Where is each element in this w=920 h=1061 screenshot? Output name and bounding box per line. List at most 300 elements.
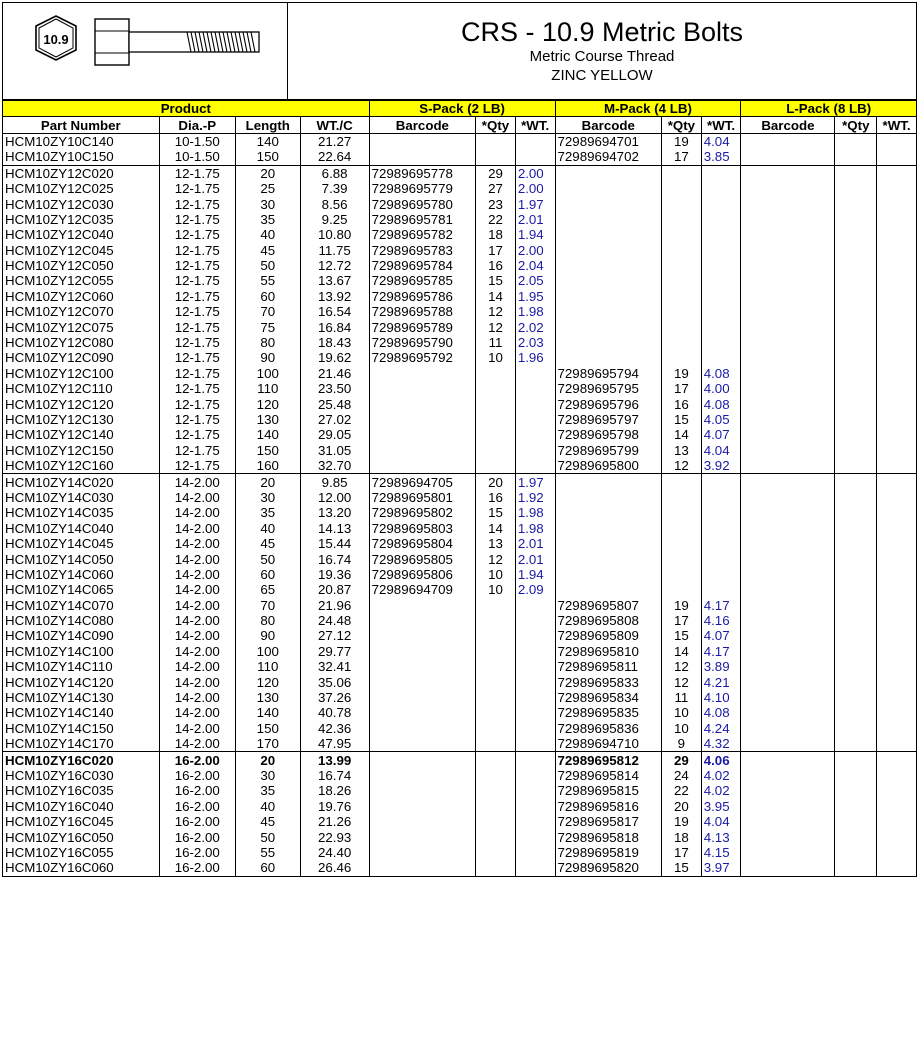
cell-part-number: HCM10ZY16C055 (3, 845, 160, 860)
cell-m-weight (701, 567, 741, 582)
cell-s-weight (515, 412, 555, 427)
cell-s-barcode: 72989695789 (369, 319, 476, 334)
cell-length: 90 (235, 628, 300, 643)
cell-part-number: HCM10ZY12C055 (3, 273, 160, 288)
cell-s-barcode: 72989695790 (369, 335, 476, 350)
cell-s-weight (515, 381, 555, 396)
cell-s-barcode (369, 149, 476, 165)
cell-length: 30 (235, 196, 300, 211)
cell-length: 40 (235, 799, 300, 814)
cell-dia-pitch: 12-1.75 (159, 427, 235, 442)
cell-m-qty: 11 (662, 690, 702, 705)
cell-l-barcode (741, 212, 835, 227)
cell-l-barcode (741, 443, 835, 458)
logo-cell (3, 3, 288, 99)
cell-part-number: HCM10ZY14C060 (3, 567, 160, 582)
cell-s-barcode: 72989695784 (369, 258, 476, 273)
cell-l-barcode (741, 644, 835, 659)
cell-l-barcode (741, 845, 835, 860)
cell-m-qty: 19 (662, 814, 702, 829)
cell-m-qty (662, 319, 702, 334)
cell-weight-per-c: 29.77 (300, 644, 369, 659)
table-row (3, 628, 917, 643)
cell-length: 65 (235, 582, 300, 597)
cell-dia-pitch: 10-1.50 (159, 133, 235, 149)
cell-l-barcode (741, 304, 835, 319)
cell-s-qty (476, 458, 516, 474)
cell-weight-per-c: 13.99 (300, 752, 369, 768)
cell-m-qty (662, 165, 702, 181)
cell-s-qty (476, 829, 516, 844)
cell-l-weight (877, 149, 917, 165)
cell-l-qty (835, 490, 877, 505)
cell-part-number: HCM10ZY12C120 (3, 396, 160, 411)
cell-s-weight (515, 736, 555, 752)
cell-s-barcode: 72989695782 (369, 227, 476, 242)
cell-length: 45 (235, 814, 300, 829)
column-header-s-weight: *WT. (515, 117, 555, 133)
cell-s-qty (476, 783, 516, 798)
cell-l-qty (835, 721, 877, 736)
cell-part-number: HCM10ZY12C150 (3, 443, 160, 458)
cell-s-qty (476, 133, 516, 149)
table-row (3, 366, 917, 381)
cell-m-weight: 4.13 (701, 829, 741, 844)
cell-m-barcode (555, 335, 662, 350)
cell-l-barcode (741, 752, 835, 768)
cell-dia-pitch: 14-2.00 (159, 690, 235, 705)
cell-s-qty (476, 149, 516, 165)
cell-dia-pitch: 12-1.75 (159, 212, 235, 227)
cell-l-qty (835, 659, 877, 674)
cell-s-barcode (369, 598, 476, 613)
cell-m-qty (662, 258, 702, 273)
cell-m-weight: 4.16 (701, 613, 741, 628)
cell-m-weight: 4.32 (701, 736, 741, 752)
cell-m-weight (701, 521, 741, 536)
table-row (3, 335, 917, 350)
cell-length: 30 (235, 490, 300, 505)
cell-s-barcode: 72989695788 (369, 304, 476, 319)
cell-l-weight (877, 490, 917, 505)
cell-l-weight (877, 705, 917, 720)
cell-s-qty (476, 814, 516, 829)
column-header-dia-pitch: Dia.-P (159, 117, 235, 133)
cell-l-weight (877, 474, 917, 490)
cell-weight-per-c: 10.80 (300, 227, 369, 242)
page-subtitle-finish: ZINC YELLOW (551, 67, 653, 84)
cell-length: 45 (235, 243, 300, 258)
cell-part-number: HCM10ZY12C050 (3, 258, 160, 273)
cell-weight-per-c: 21.26 (300, 814, 369, 829)
table-row (3, 258, 917, 273)
cell-part-number: HCM10ZY12C045 (3, 243, 160, 258)
cell-m-barcode: 72989694710 (555, 736, 662, 752)
cell-length: 100 (235, 366, 300, 381)
cell-weight-per-c: 7.39 (300, 181, 369, 196)
page-subtitle-thread: Metric Course Thread (529, 48, 675, 65)
cell-m-qty: 10 (662, 705, 702, 720)
cell-l-barcode (741, 721, 835, 736)
cell-s-qty: 22 (476, 212, 516, 227)
cell-s-qty (476, 396, 516, 411)
cell-dia-pitch: 16-2.00 (159, 860, 235, 876)
cell-m-qty (662, 181, 702, 196)
cell-weight-per-c: 21.96 (300, 598, 369, 613)
cell-l-qty (835, 814, 877, 829)
cell-l-barcode (741, 273, 835, 288)
cell-s-qty: 16 (476, 258, 516, 273)
cell-weight-per-c: 14.13 (300, 521, 369, 536)
cell-part-number: HCM10ZY14C110 (3, 659, 160, 674)
cell-m-qty: 19 (662, 366, 702, 381)
cell-m-qty (662, 304, 702, 319)
cell-m-qty (662, 536, 702, 551)
cell-l-barcode (741, 690, 835, 705)
cell-m-weight (701, 350, 741, 365)
cell-m-weight: 4.10 (701, 690, 741, 705)
cell-m-weight: 4.17 (701, 598, 741, 613)
cell-m-barcode (555, 551, 662, 566)
cell-l-weight (877, 227, 917, 242)
cell-s-weight (515, 598, 555, 613)
cell-part-number: HCM10ZY10C150 (3, 149, 160, 165)
cell-weight-per-c: 9.85 (300, 474, 369, 490)
cell-m-qty: 24 (662, 768, 702, 783)
cell-length: 70 (235, 598, 300, 613)
cell-s-qty: 11 (476, 335, 516, 350)
cell-m-qty (662, 335, 702, 350)
cell-l-barcode (741, 659, 835, 674)
cell-l-weight (877, 567, 917, 582)
cell-part-number: HCM10ZY16C020 (3, 752, 160, 768)
cell-l-qty (835, 752, 877, 768)
cell-s-barcode (369, 845, 476, 860)
cell-weight-per-c: 35.06 (300, 674, 369, 689)
cell-dia-pitch: 12-1.75 (159, 165, 235, 181)
cell-s-qty (476, 690, 516, 705)
cell-s-barcode: 72989695778 (369, 165, 476, 181)
cell-dia-pitch: 14-2.00 (159, 474, 235, 490)
cell-l-weight (877, 366, 917, 381)
cell-m-barcode: 72989695819 (555, 845, 662, 860)
cell-s-qty (476, 674, 516, 689)
cell-l-barcode (741, 551, 835, 566)
cell-l-qty (835, 736, 877, 752)
cell-weight-per-c: 18.43 (300, 335, 369, 350)
cell-m-qty: 17 (662, 613, 702, 628)
cell-part-number: HCM10ZY12C030 (3, 196, 160, 211)
cell-s-qty (476, 860, 516, 876)
cell-l-qty (835, 674, 877, 689)
cell-weight-per-c: 12.72 (300, 258, 369, 273)
cell-l-qty (835, 690, 877, 705)
cell-length: 45 (235, 536, 300, 551)
cell-s-weight (515, 628, 555, 643)
cell-part-number: HCM10ZY10C140 (3, 133, 160, 149)
column-header-length: Length (235, 117, 300, 133)
cell-m-weight: 4.02 (701, 783, 741, 798)
table-row (3, 227, 917, 242)
cell-m-qty: 15 (662, 860, 702, 876)
cell-s-weight: 2.01 (515, 551, 555, 566)
cell-s-qty: 14 (476, 521, 516, 536)
cell-m-barcode: 72989694702 (555, 149, 662, 165)
column-header-m-weight: *WT. (701, 117, 741, 133)
group-header-product: Product (3, 101, 370, 117)
cell-m-qty (662, 582, 702, 597)
table-row (3, 582, 917, 597)
cell-weight-per-c: 6.88 (300, 165, 369, 181)
cell-m-qty: 14 (662, 644, 702, 659)
cell-length: 130 (235, 412, 300, 427)
table-row (3, 133, 917, 149)
cell-l-weight (877, 335, 917, 350)
cell-s-weight (515, 458, 555, 474)
table-row (3, 705, 917, 720)
cell-l-barcode (741, 133, 835, 149)
cell-m-barcode (555, 273, 662, 288)
cell-s-weight: 2.00 (515, 181, 555, 196)
cell-l-barcode (741, 521, 835, 536)
cell-s-qty: 10 (476, 567, 516, 582)
cell-l-qty (835, 366, 877, 381)
cell-dia-pitch: 14-2.00 (159, 536, 235, 551)
cell-s-weight (515, 674, 555, 689)
cell-dia-pitch: 12-1.75 (159, 273, 235, 288)
cell-part-number: HCM10ZY12C025 (3, 181, 160, 196)
table-row (3, 181, 917, 196)
cell-l-weight (877, 443, 917, 458)
cell-m-qty: 9 (662, 736, 702, 752)
cell-l-qty (835, 628, 877, 643)
cell-s-qty: 12 (476, 319, 516, 334)
cell-s-qty (476, 427, 516, 442)
cell-s-barcode (369, 736, 476, 752)
cell-s-weight: 2.09 (515, 582, 555, 597)
cell-l-qty (835, 335, 877, 350)
table-row (3, 829, 917, 844)
cell-l-barcode (741, 149, 835, 165)
cell-part-number: HCM10ZY14C035 (3, 505, 160, 520)
cell-l-qty (835, 319, 877, 334)
table-row (3, 551, 917, 566)
table-row (3, 165, 917, 181)
cell-l-weight (877, 829, 917, 844)
cell-m-weight: 4.17 (701, 644, 741, 659)
cell-m-qty (662, 273, 702, 288)
cell-m-weight: 3.92 (701, 458, 741, 474)
cell-m-barcode (555, 350, 662, 365)
cell-s-weight: 1.97 (515, 474, 555, 490)
cell-length: 25 (235, 181, 300, 196)
cell-weight-per-c: 20.87 (300, 582, 369, 597)
cell-s-weight (515, 829, 555, 844)
cell-s-weight: 2.03 (515, 335, 555, 350)
cell-s-barcode (369, 133, 476, 149)
cell-dia-pitch: 12-1.75 (159, 458, 235, 474)
cell-l-weight (877, 381, 917, 396)
cell-l-barcode (741, 705, 835, 720)
cell-dia-pitch: 12-1.75 (159, 289, 235, 304)
cell-s-qty: 10 (476, 582, 516, 597)
cell-s-qty (476, 443, 516, 458)
cell-m-qty (662, 490, 702, 505)
cell-l-barcode (741, 181, 835, 196)
cell-part-number: HCM10ZY14C120 (3, 674, 160, 689)
cell-l-qty (835, 381, 877, 396)
cell-m-barcode (555, 505, 662, 520)
cell-l-qty (835, 396, 877, 411)
cell-dia-pitch: 12-1.75 (159, 350, 235, 365)
cell-m-qty: 15 (662, 412, 702, 427)
cell-l-barcode (741, 598, 835, 613)
column-header-row (3, 117, 917, 133)
table-row (3, 845, 917, 860)
cell-l-qty (835, 258, 877, 273)
cell-l-qty (835, 133, 877, 149)
table-row (3, 289, 917, 304)
cell-weight-per-c: 19.62 (300, 350, 369, 365)
cell-l-barcode (741, 799, 835, 814)
table-row (3, 490, 917, 505)
cell-l-weight (877, 845, 917, 860)
cell-m-weight: 4.00 (701, 381, 741, 396)
cell-m-weight: 3.95 (701, 799, 741, 814)
cell-m-qty: 12 (662, 674, 702, 689)
cell-length: 120 (235, 396, 300, 411)
cell-l-weight (877, 181, 917, 196)
cell-m-barcode (555, 304, 662, 319)
cell-m-weight: 4.02 (701, 768, 741, 783)
cell-m-barcode: 72989695834 (555, 690, 662, 705)
table-row (3, 505, 917, 520)
cell-l-weight (877, 258, 917, 273)
cell-l-qty (835, 582, 877, 597)
cell-m-barcode (555, 227, 662, 242)
cell-s-qty (476, 799, 516, 814)
cell-l-barcode (741, 814, 835, 829)
cell-l-qty (835, 845, 877, 860)
cell-m-barcode (555, 289, 662, 304)
cell-l-qty (835, 289, 877, 304)
cell-l-weight (877, 273, 917, 288)
table-row (3, 752, 917, 768)
cell-weight-per-c: 13.20 (300, 505, 369, 520)
cell-s-weight (515, 396, 555, 411)
cell-weight-per-c: 26.46 (300, 860, 369, 876)
page-title: CRS - 10.9 Metric Bolts (460, 17, 744, 47)
cell-m-barcode: 72989695797 (555, 412, 662, 427)
cell-s-qty: 12 (476, 304, 516, 319)
column-header-s-qty: *Qty (476, 117, 516, 133)
cell-length: 150 (235, 443, 300, 458)
cell-length: 50 (235, 551, 300, 566)
cell-part-number: HCM10ZY12C040 (3, 227, 160, 242)
cell-part-number: HCM10ZY14C070 (3, 598, 160, 613)
cell-l-barcode (741, 860, 835, 876)
cell-m-barcode: 72989695795 (555, 381, 662, 396)
cell-s-weight (515, 690, 555, 705)
cell-m-weight (701, 273, 741, 288)
cell-l-barcode (741, 613, 835, 628)
cell-m-qty (662, 289, 702, 304)
title-cell (288, 3, 916, 99)
cell-m-weight (701, 335, 741, 350)
cell-length: 75 (235, 319, 300, 334)
column-header-l-barcode: Barcode (741, 117, 835, 133)
table-row (3, 381, 917, 396)
cell-dia-pitch: 14-2.00 (159, 628, 235, 643)
cell-length: 60 (235, 567, 300, 582)
cell-m-weight (701, 490, 741, 505)
cell-m-barcode (555, 567, 662, 582)
cell-part-number: HCM10ZY12C080 (3, 335, 160, 350)
cell-s-barcode: 72989695785 (369, 273, 476, 288)
cell-s-weight: 1.94 (515, 227, 555, 242)
cell-s-qty: 15 (476, 505, 516, 520)
cell-l-qty (835, 768, 877, 783)
cell-dia-pitch: 12-1.75 (159, 396, 235, 411)
cell-l-weight (877, 768, 917, 783)
cell-weight-per-c: 22.64 (300, 149, 369, 165)
cell-part-number: HCM10ZY16C035 (3, 783, 160, 798)
cell-dia-pitch: 14-2.00 (159, 613, 235, 628)
cell-s-qty (476, 628, 516, 643)
cell-m-barcode (555, 582, 662, 597)
cell-part-number: HCM10ZY12C075 (3, 319, 160, 334)
cell-dia-pitch: 14-2.00 (159, 567, 235, 582)
cell-m-barcode (555, 181, 662, 196)
cell-length: 50 (235, 258, 300, 273)
table-row (3, 196, 917, 211)
cell-m-weight (701, 165, 741, 181)
cell-m-weight (701, 474, 741, 490)
cell-s-barcode (369, 752, 476, 768)
cell-weight-per-c: 24.48 (300, 613, 369, 628)
cell-s-qty (476, 736, 516, 752)
cell-dia-pitch: 12-1.75 (159, 412, 235, 427)
cell-part-number: HCM10ZY12C060 (3, 289, 160, 304)
cell-m-weight: 4.04 (701, 133, 741, 149)
cell-dia-pitch: 14-2.00 (159, 505, 235, 520)
cell-m-barcode: 72989695812 (555, 752, 662, 768)
cell-s-weight (515, 814, 555, 829)
cell-part-number: HCM10ZY14C050 (3, 551, 160, 566)
cell-part-number: HCM10ZY12C035 (3, 212, 160, 227)
cell-m-qty (662, 212, 702, 227)
cell-s-weight (515, 366, 555, 381)
cell-m-qty (662, 521, 702, 536)
cell-m-barcode (555, 474, 662, 490)
cell-s-weight: 1.96 (515, 350, 555, 365)
cell-l-qty (835, 412, 877, 427)
cell-part-number: HCM10ZY12C160 (3, 458, 160, 474)
table-row (3, 674, 917, 689)
table-row (3, 427, 917, 442)
cell-dia-pitch: 14-2.00 (159, 551, 235, 566)
cell-m-weight (701, 304, 741, 319)
cell-dia-pitch: 14-2.00 (159, 736, 235, 752)
cell-weight-per-c: 32.70 (300, 458, 369, 474)
cell-dia-pitch: 12-1.75 (159, 335, 235, 350)
cell-m-qty: 15 (662, 628, 702, 643)
cell-l-barcode (741, 567, 835, 582)
table-row (3, 644, 917, 659)
cell-l-qty (835, 443, 877, 458)
cell-dia-pitch: 14-2.00 (159, 705, 235, 720)
cell-m-barcode: 72989695809 (555, 628, 662, 643)
